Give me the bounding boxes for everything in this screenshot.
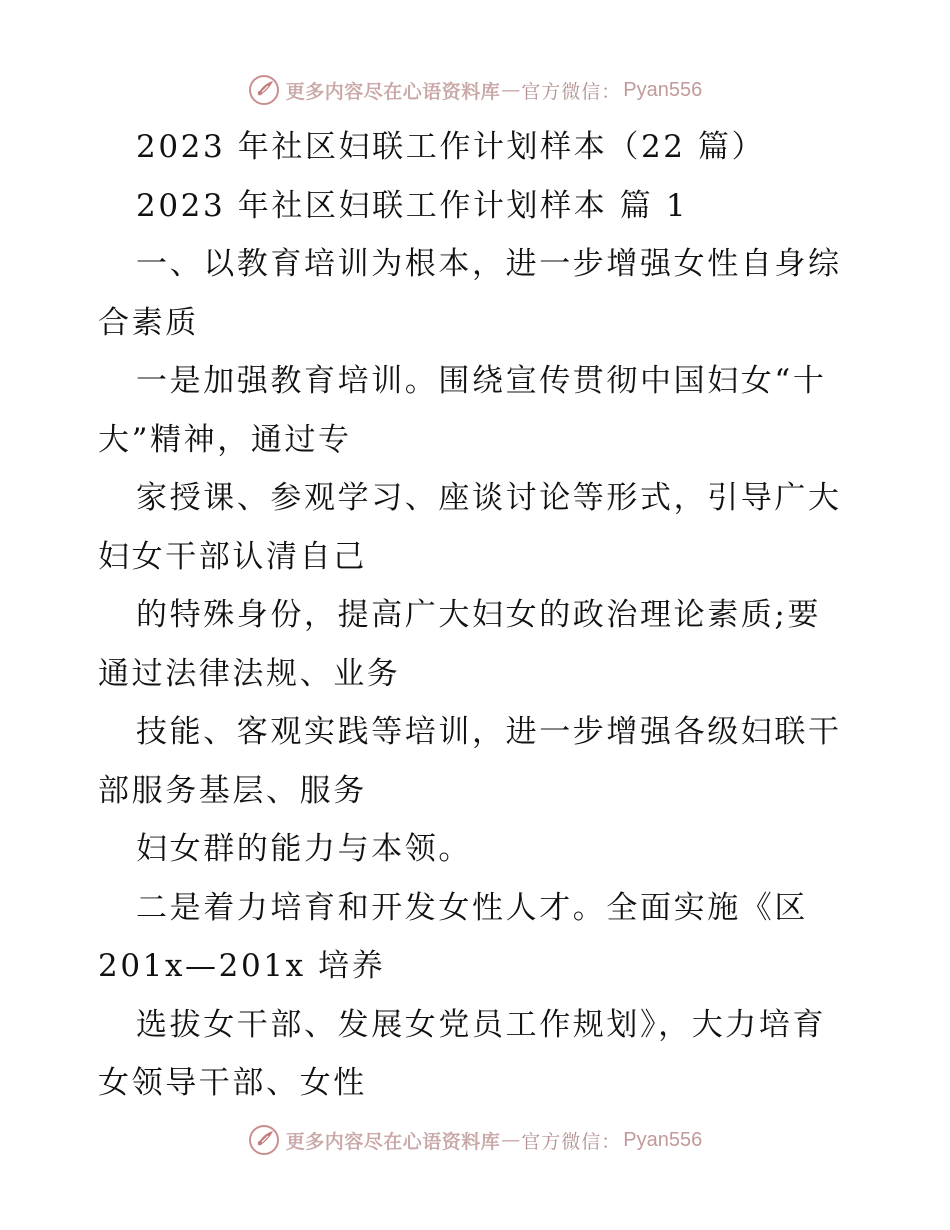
body-text-line: 大”精神，通过专 <box>98 421 352 458</box>
watermark-wechat-label: 官方微信： <box>521 80 622 103</box>
header-watermark-banner <box>0 70 950 110</box>
watermark-main-text: 更多内容尽在心语资料库 <box>285 1130 501 1153</box>
body-text-line: 的特殊身份，提高广大妇女的政治理论素质;要 <box>136 597 822 633</box>
body-text-line: 一是加强教育培训。围绕宣传贯彻中国妇女“十 <box>136 363 827 399</box>
section-heading: 2023 年社区妇联工作计划样本 篇 1 <box>136 187 689 224</box>
watermark-dash: — <box>501 1129 521 1151</box>
document-title: 2023 年社区妇联工作计划样本（22 篇） <box>136 129 766 165</box>
body-text-line: 部服务基层、服务 <box>98 772 367 809</box>
body-text-line: 妇女干部认清自己 <box>98 538 367 575</box>
watermark-wechat-id: Pyan556 <box>623 1128 703 1151</box>
body-text-line: 201x—201x 培养 <box>98 948 386 984</box>
body-text-line: 通过法律法规、业务 <box>98 655 401 692</box>
body-text-line: 选拔女干部、发展女党员工作规划》，大力培育 <box>136 1006 827 1043</box>
footer-watermark-banner <box>0 1120 950 1160</box>
watermark-dash: — <box>501 79 521 101</box>
watermark-wechat-label: 官方微信： <box>521 1130 622 1153</box>
body-text-line: 妇女群的能力与本领。 <box>136 831 472 867</box>
body-text-line: 一、以教育培训为根本，进一步增强女性自身综 <box>136 246 842 282</box>
watermark-main-text: 更多内容尽在心语资料库 <box>285 80 501 103</box>
body-text-line: 女领导干部、女性 <box>98 1065 367 1101</box>
body-text-line: 家授课、参观学习、座谈讨论等形式，引导广大 <box>136 480 842 516</box>
body-text-line: 二是着力培育和开发女性人才。全面实施《区 <box>136 889 808 926</box>
document-body <box>98 118 858 1113</box>
body-text-line: 技能、客观实践等培训，进一步增强各级妇联干 <box>136 714 842 750</box>
feather-quill-icon <box>248 74 280 106</box>
feather-quill-icon <box>248 1124 280 1156</box>
watermark-wechat-id: Pyan556 <box>623 78 703 101</box>
body-text-line: 合素质 <box>98 304 199 341</box>
